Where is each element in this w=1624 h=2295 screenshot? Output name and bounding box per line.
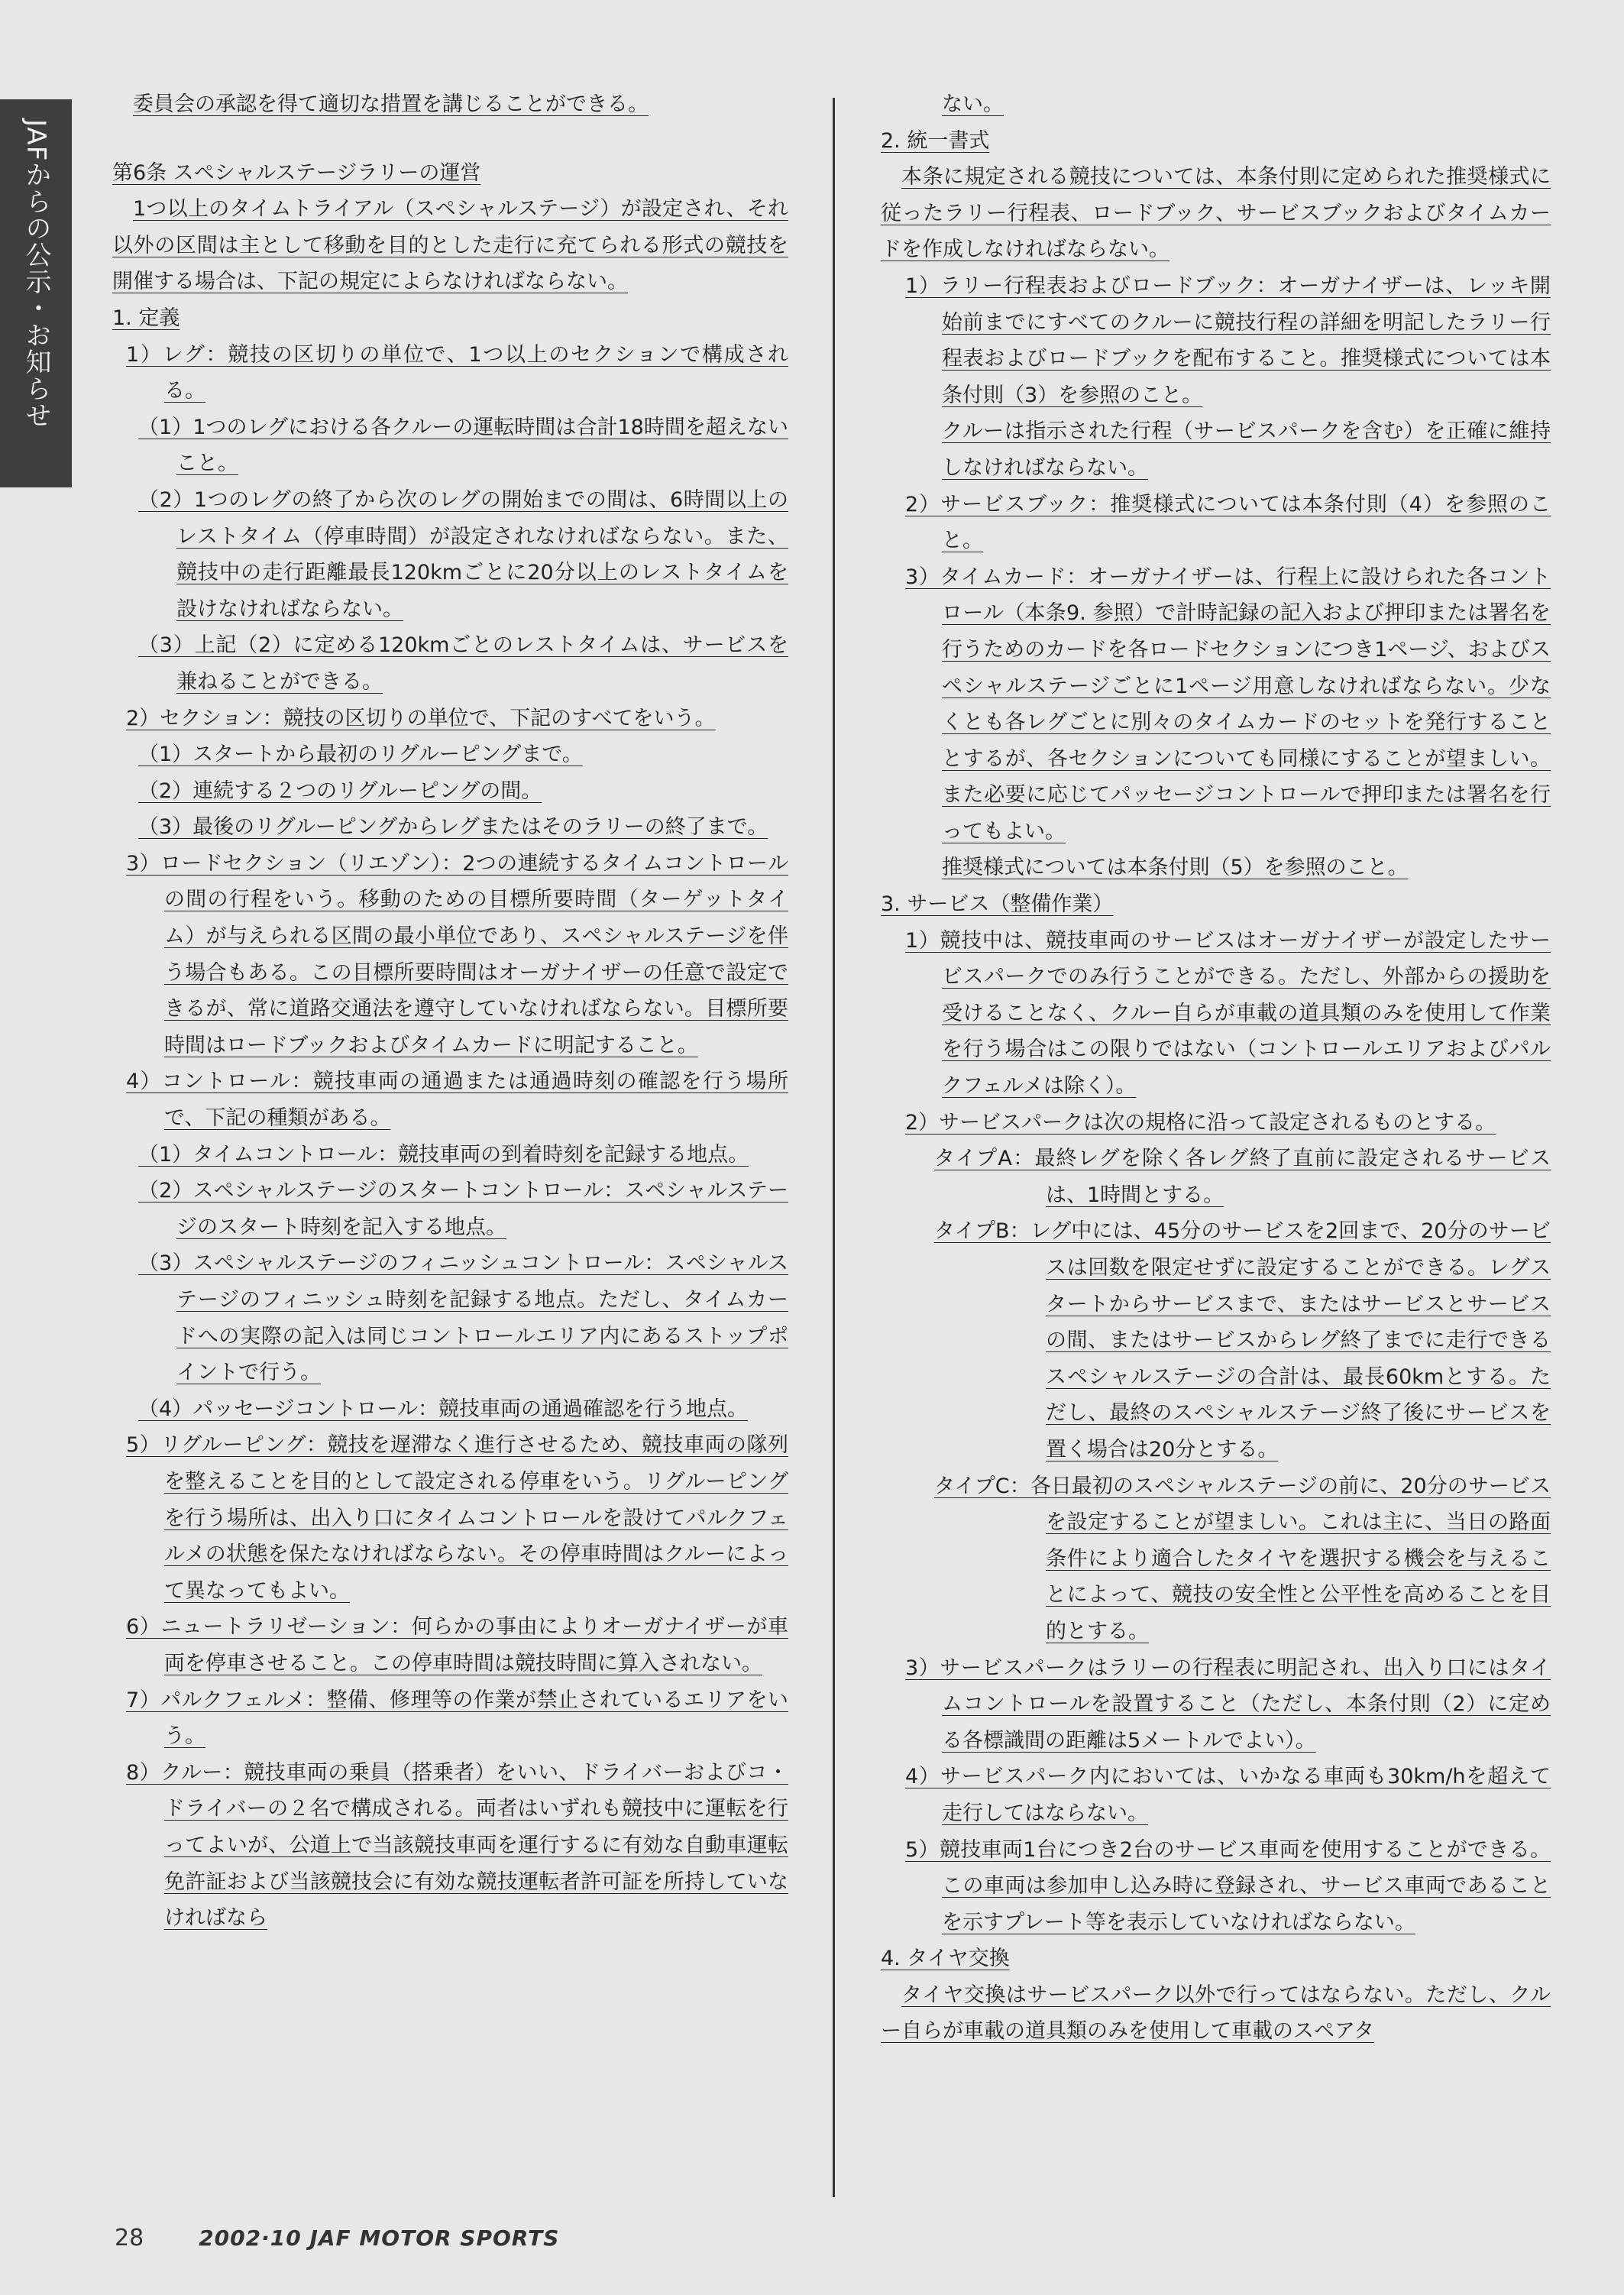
paragraph: 3）サービスパークはラリーの行程表に明記され、出入り口にはタイムコントロールを設置すること（ただし、本条付則（2）に定める各標識間の距離は5メートルでよい）。 xyxy=(905,1656,1551,1753)
paragraph: ない。 xyxy=(942,92,1004,116)
paragraph: 2. 統一書式 xyxy=(881,128,990,153)
column-divider xyxy=(833,98,835,2197)
section-side-tab xyxy=(0,99,72,487)
paragraph: クルーは指示された行程（サービスパークを含む）を正確に維持しなければならない。 xyxy=(942,419,1551,480)
paragraph: 4）サービスパーク内においては、いかなる車両も30km/hを超えて走行してはならない。 xyxy=(905,1765,1551,1825)
paragraph: 推奨様式については本条付則（5）を参照のこと。 xyxy=(942,856,1409,880)
paragraph: （1）タイムコントロール：競技車両の到着時刻を記録する地点。 xyxy=(138,1142,749,1167)
side-tab-label: JAFからの公示・お知らせ xyxy=(21,119,51,429)
paragraph: 1つ以上のタイムトライアル（スペシャルステージ）が設定され、それ以外の区間は主として移動を目的とした走行に充てられる形式の競技を開催する場合は、下記の規定によらなければならない。 xyxy=(112,197,788,294)
paragraph: 2）セクション：競技の区切りの単位で、下記のすべてをいう。 xyxy=(126,706,716,730)
paragraph: 3）ロードセクション（リエゾン）：2つの連続するタイムコントロールの間の行程をいう。移動のための目標所要時間（ターゲットタイム）が与えられる区間の最小単位であり、スペシャルステージを伴う場合もある。この目標所要時間はオーガナイザーの任意で設定できるが、常に道路交通法を遵守していなければならない。目標所要時間はロードブックおよびタイムカードに明記すること。 xyxy=(126,851,788,1057)
paragraph: （1）1つのレグにおける各クルーの運転時間は合計18時間を超えないこと。 xyxy=(138,415,788,476)
paragraph: 1）競技中は、競技車両のサービスはオーガナイザーが設定したサービスパークでのみ行うことができる。ただし、外部からの援助を受けることなく、クルー自らが車載の道具類のみを使用して作業を行う場合はこの限りではない（コントロールエリアおよびパルクフェルメは除く）。 xyxy=(905,928,1551,1099)
paragraph: （2）連続する２つのリグルーピングの間。 xyxy=(138,778,542,803)
paragraph: 4）コントロール：競技車両の通過または通過時刻の確認を行う場所で、下記の種類がある。 xyxy=(126,1070,788,1131)
paragraph: 1）ラリー行程表およびロードブック：オーガナイザーは、レッキ開始前までにすべてのクルーに競技行程の詳細を明記したラリー行程表およびロードブックを配布すること。推奨様式については本条付則（3）を参照のこと。 xyxy=(905,274,1551,407)
paragraph: （1）スタートから最初のリグルーピングまで。 xyxy=(138,743,583,767)
left-text-column xyxy=(112,86,788,1937)
paragraph: （3）上記（2）に定める120kmごとのレストタイムは、サービスを兼ねることができる。 xyxy=(138,633,788,694)
paragraph: 第6条 スペシャルステージラリーの運営 xyxy=(112,160,481,185)
paragraph: 3. サービス（整備作業） xyxy=(881,892,1114,917)
page-footer xyxy=(115,2225,559,2251)
paragraph: タイプC：各日最初のスペシャルステージの前に、20分のサービスを設定することが望ましい。これは主に、当日の路面条件により適合したタイヤを選択する機会を与えることによって、競技の安全性と公平性を高めることを目的とする。 xyxy=(934,1474,1551,1643)
paragraph: 1）レグ：競技の区切りの単位で、1つ以上のセクションで構成される。 xyxy=(126,342,788,403)
paragraph: 2）サービスブック：推奨様式については本条付則（4）を参照のこと。 xyxy=(905,492,1551,553)
right-text-column xyxy=(881,86,1551,2050)
paragraph: タイヤ交換はサービスパーク以外で行ってはならない。ただし、クルー自らが車載の道具類のみを使用して車載のスペアタ xyxy=(881,1983,1551,2044)
page-number: 28 xyxy=(115,2225,144,2251)
paragraph: 1. 定義 xyxy=(112,306,180,330)
paragraph: （3）最後のリグルーピングからレグまたはそのラリーの終了まで。 xyxy=(138,815,768,840)
paragraph: （2）スペシャルステージのスタートコントロール：スペシャルステージのスタート時刻を記入する地点。 xyxy=(138,1179,788,1239)
paragraph: タイプB：レグ中には、45分のサービスを2回まで、20分のサービスは回数を限定せずに設定することができる。レグスタートからサービスまで、またはサービスとサービスの間、またはサービスからレグ終了までに走行できるスペシャルステージの合計は、最長60kmとする。ただし、最終のスペシャルステージ終了後にサービスを置く場合は20分とする。 xyxy=(934,1219,1551,1461)
paragraph: 本条に規定される競技については、本条付則に定められた推奨様式に従ったラリー行程表、ロードブック、サービスブックおよびタイムカードを作成しなければならない。 xyxy=(881,165,1551,262)
paragraph: タイプA：最終レグを除く各レグ終了直前に設定されるサービスは、1時間とする。 xyxy=(934,1147,1551,1207)
paragraph: 6）ニュートラリゼーション：何らかの事由によりオーガナイザーが車両を停車させること。この停車時間は競技時間に算入されない。 xyxy=(126,1615,788,1675)
paragraph: 2）サービスパークは次の規格に沿って設定されるものとする。 xyxy=(905,1110,1496,1135)
paragraph: 3）タイムカード：オーガナイザーは、行程上に設けられた各コントロール（本条9. 参照）で計時記録の記入および押印または署名を行うためのカードを各ロードセクションにつき1ページ、およびスペシャルステージごとに1ページ用意しなければならない。少なくとも各レグごとに別々のタイムカードのセットを発行することとするが、各セクションについても同様にすることが望ましい。また必要に応じてパッセージコントロールで押印または署名を行ってもよい。 xyxy=(905,565,1551,843)
paragraph-gap xyxy=(112,123,788,155)
paragraph: 5）競技車両1台につき2台のサービス車両を使用することができる。この車両は参加申し込み時に登録され、サービス車両であることを示すプレート等を表示していなければならない。 xyxy=(905,1837,1551,1934)
paragraph: 8）クルー：競技車両の乗員（搭乗者）をいい、ドライバーおよびコ・ドライバーの２名で構成される。両者はいずれも競技中に運転を行ってよいが、公道上で当該競技車両を運行するに有効な自動車運転免許証および当該競技会に有効な競技運転者許可証を所持していなければなら xyxy=(126,1760,788,1931)
paragraph: 4. タイヤ交換 xyxy=(881,1947,1010,1971)
paragraph: （4）パッセージコントロール：競技車両の通過確認を行う地点。 xyxy=(138,1397,749,1421)
paragraph: 7）パルクフェルメ：整備、修理等の作業が禁止されているエリアをいう。 xyxy=(126,1688,788,1749)
paragraph: 5）リグルーピング：競技を遅滞なく進行させるため、競技車両の隊列を整えることを目的として設定される停車をいう。リグルーピングを行う場所は、出入り口にタイムコントロールを設けてパルクフェルメの状態を保たなければならない。その停車時間はクルーによって異なってもよい。 xyxy=(126,1433,788,1603)
magazine-title: 2002·10 JAF MOTOR SPORTS xyxy=(199,2225,560,2251)
paragraph: （3）スペシャルステージのフィニッシュコントロール：スペシャルステージのフィニッシュ時刻を記録する地点。ただし、タイムカードへの実際の記入は同じコントロールエリア内にあるストップポイントで行う。 xyxy=(138,1251,788,1385)
paragraph: （2）1つのレグの終了から次のレグの開始までの間は、6時間以上のレストタイム（停車時間）が設定されなければならない。また、競技中の走行距離最長120kmごとに20分以上のレストタイムを設けなければならない。 xyxy=(138,487,788,621)
paragraph: 委員会の承認を得て適切な措置を講じることができる。 xyxy=(133,92,649,116)
